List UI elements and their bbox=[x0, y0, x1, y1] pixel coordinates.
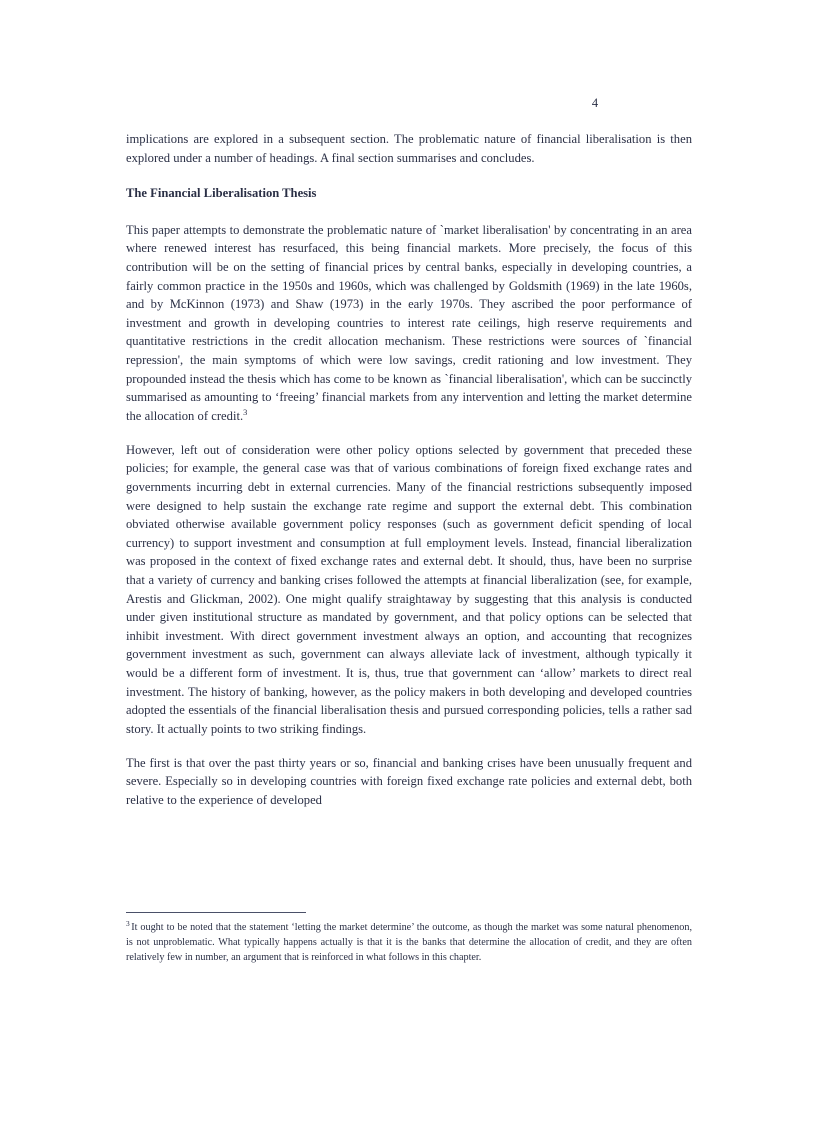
paragraph-policy-options: However, left out of consideration were other policy options selected by government that preceded these policies; for example, the general case was that of various combinations of foreign fixed exchange rates and governments incurring debt in external currencies. Many of the financial restrictions subsequently imposed were designed to help sustain the exchange rate regime and support the external debt. This combination obviated otherwise available government policy responses (such as government deficit spending of local currency) to support investment and consumption at full employment levels. Instead, financial liberalization was proposed in the context of fixed exchange rates and external debt. It should, thus, have been no surprise that a variety of currency and banking crises followed the attempts at financial liberalization (see, for example, Arestis and Glickman, 2002). One might qualify straightaway by suggesting that this analysis is conducted under given institutional structure as mandated by government, and that policy options can be selected that inhibit investment. With direct government investment always an option, and accounting that recognizes government investment as such, government can always alleviate lack of investment, although typically it would be a different form of investment. It is, thus, true that government can ‘allow’ markets to direct real investment. The history of banking, however, as the policy makers in both developing and developed countries adopted the essentials of the financial liberalisation thesis and pursued corresponding policies, tells a rather sad story. It actually points to two striking findings. bbox=[126, 442, 692, 736]
footnote-reference-3[interactable]: 3 bbox=[243, 407, 248, 417]
footnote-number: 3 bbox=[126, 919, 130, 928]
page-number: 4 bbox=[591, 96, 599, 110]
paragraph-text: This paper attempts to demonstrate the problematic nature of `market liberalisation' by concentrating in an area where renewed interest has resurfaced, this being financial markets. More precisely, the focus of this contribution will be on the setting of financial prices by central banks, especially in developing countries, a fairly common practice in the 1950s and 1960s, which was challenged by Goldsmith (1969) in the late 1960s, and by McKinnon (1973) and Shaw (1973) in the early 1970s. They ascribed the poor performance of investment and growth in developing countries to interest rate ceilings, high reserve requirements and quantitative restrictions in the credit allocation mechanism. These restrictions were sources of `financial repression', the main symptoms of which were low savings, credit rationing and low investment. They propounded instead the thesis which has come to be known as `financial liberalisation', which can be succinctly summarised as amounting to ‘freeing’ financial markets from any intervention and letting the market determine the allocation of credit. bbox=[126, 222, 692, 423]
footnote-area bbox=[126, 912, 692, 966]
footnote-text: It ought to be noted that the statement ‘letting the market determine’ the outcome, as though the market was some natural phenomenon, is not unproblematic. What typically happens actually is that it is the banks that determine the allocation of credit, and they are often relatively few in number, an argument that is reinforced in what follows in this chapter. bbox=[126, 922, 692, 964]
section-heading: The Financial Liberalisation Thesis bbox=[126, 186, 317, 201]
text-column bbox=[126, 130, 692, 810]
footnote-separator-rule bbox=[126, 912, 306, 913]
paragraph-first-finding: The first is that over the past thirty years or so, financial and banking crises have been unusually frequent and severe. Especially so in developing countries with foreign fixed exchange rate policies and external debt, both relative to the experience of developed bbox=[126, 755, 692, 807]
footnote-3 bbox=[126, 920, 692, 966]
paragraph-financial-liberalisation-thesis bbox=[126, 221, 692, 426]
paragraph-intro-continuation: implications are explored in a subsequent section. The problematic nature of financial liberalisation is then explored under a number of headings. A final section summarises and concludes. bbox=[126, 132, 692, 165]
